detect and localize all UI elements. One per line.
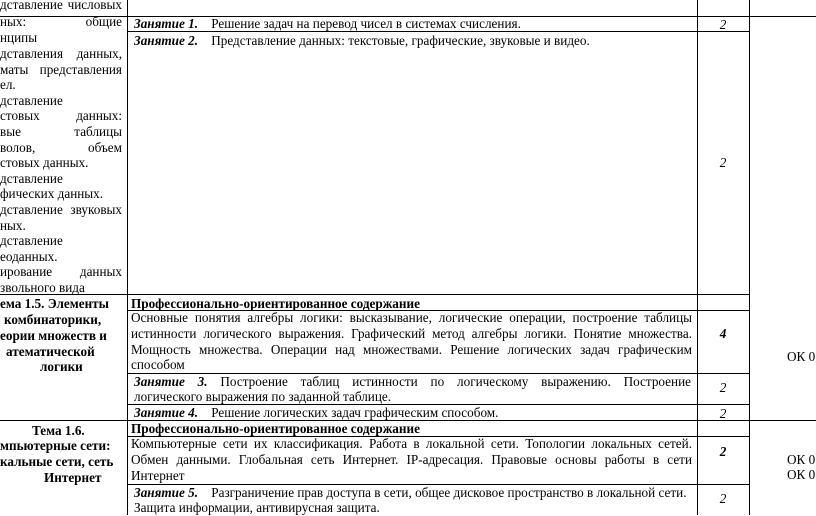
column-border [749,0,750,515]
left-line: ных: общие [0,14,122,29]
lesson-label: Занятие 3. [134,374,208,389]
lesson-text: Представление данных: текстовые, графические, звуковые и видео. [211,33,590,48]
section-heading: Профессионально-ориентированное содержание [131,421,420,436]
topic-line: кальные сети, сеть [0,454,114,469]
topic-line: атематической [6,344,95,359]
lesson-1-row [134,16,521,32]
hours-value: 2 [719,17,727,32]
hours-value: 4 [719,326,727,341]
lesson-text: Построение таблиц истинности по логическому выражению. Построение [220,374,691,389]
content-line: Мощность множества. Операции над множествами. Решение логических задач графическим [131,342,692,357]
column-border [127,0,128,515]
topic-line: ема 1.5. Элементы [0,296,109,311]
lesson-label: Занятие 2. [134,33,199,48]
competency-code: ОК 0 [787,467,816,482]
lesson-5-row [134,485,687,501]
left-line: дставление [0,93,63,108]
hours-value: 2 [719,380,727,395]
topic-line: Интернет [44,470,102,485]
left-line: дставление числовых [0,0,122,12]
lesson-text: Решение задач на перевод чисел в системах счисления. [211,16,521,31]
left-line: звольного вида [0,280,85,295]
left-line: нципы [0,30,38,45]
lesson-3-row [134,374,691,390]
hours-value: 2 [719,155,727,170]
left-line: ирование данных [0,264,122,279]
lesson-label: Занятие 1. [134,16,199,31]
lesson-label: Занятие 5. [134,485,199,500]
lesson-4-row [134,405,498,421]
topic-line: еории множеств и [0,328,107,343]
column-border [697,0,698,515]
content-line: Основные понятия алгебры логики: высказывание, логические операции, построение таблицы [131,310,692,325]
lesson-2-row [134,33,590,49]
hours-value: 2 [719,444,727,459]
left-line: ных. [0,218,26,233]
topic-line: логики [40,359,83,374]
lesson-text-cont: логического выражения по заданной таблице. [134,389,392,404]
competency-code: ОК 0 [787,349,816,364]
hours-value: 2 [719,491,727,506]
left-line: дставление [0,171,63,186]
left-line: вые таблицы [0,124,122,139]
content-line: способом [131,357,185,372]
topic-line: комбинаторики, [4,312,102,327]
topic-line: Тема 1.6. [32,423,85,438]
left-line: дставления данных, [0,46,122,61]
lesson-label: Занятие 4. [134,405,199,420]
content-line: Компьютерные сети их классификация. Работа в локальной сети. Топологии локальных сетей. [131,436,692,451]
left-line: фических данных. [0,186,104,201]
lesson-text: Разграничение прав доступа в сети, общее дисковое пространство в локальной сети. [211,485,687,500]
left-line: дставление звуковых [0,202,122,217]
left-line: стовых данных: [0,108,122,123]
section-heading: Профессионально-ориентированное содержание [131,296,420,311]
content-line: Обмен данными. Глобальная сеть Интернет. IP-адресация. Правовые основы работы в сети [131,452,692,467]
competency-code: ОК 0 [787,452,816,467]
hours-value: 2 [719,406,727,421]
left-line: маты представления [0,62,122,77]
left-line: стовых данных. [0,155,89,170]
row-border [0,294,749,295]
topic-line: мпьютерные сети: [0,438,111,453]
left-line: еоданных. [0,249,58,264]
left-line: волов, объем [0,140,122,155]
left-line: дставление [0,233,63,248]
content-line: Интернет [131,468,185,483]
lesson-text: Решение логических задач графическим способом. [211,405,499,420]
left-line: ел. [0,77,16,92]
lesson-text-cont: Защита информации, антивирусная защита. [134,500,380,515]
content-line: истинности логического выражения. Графический метод алгебры логики. Понятие множества. [131,326,692,341]
